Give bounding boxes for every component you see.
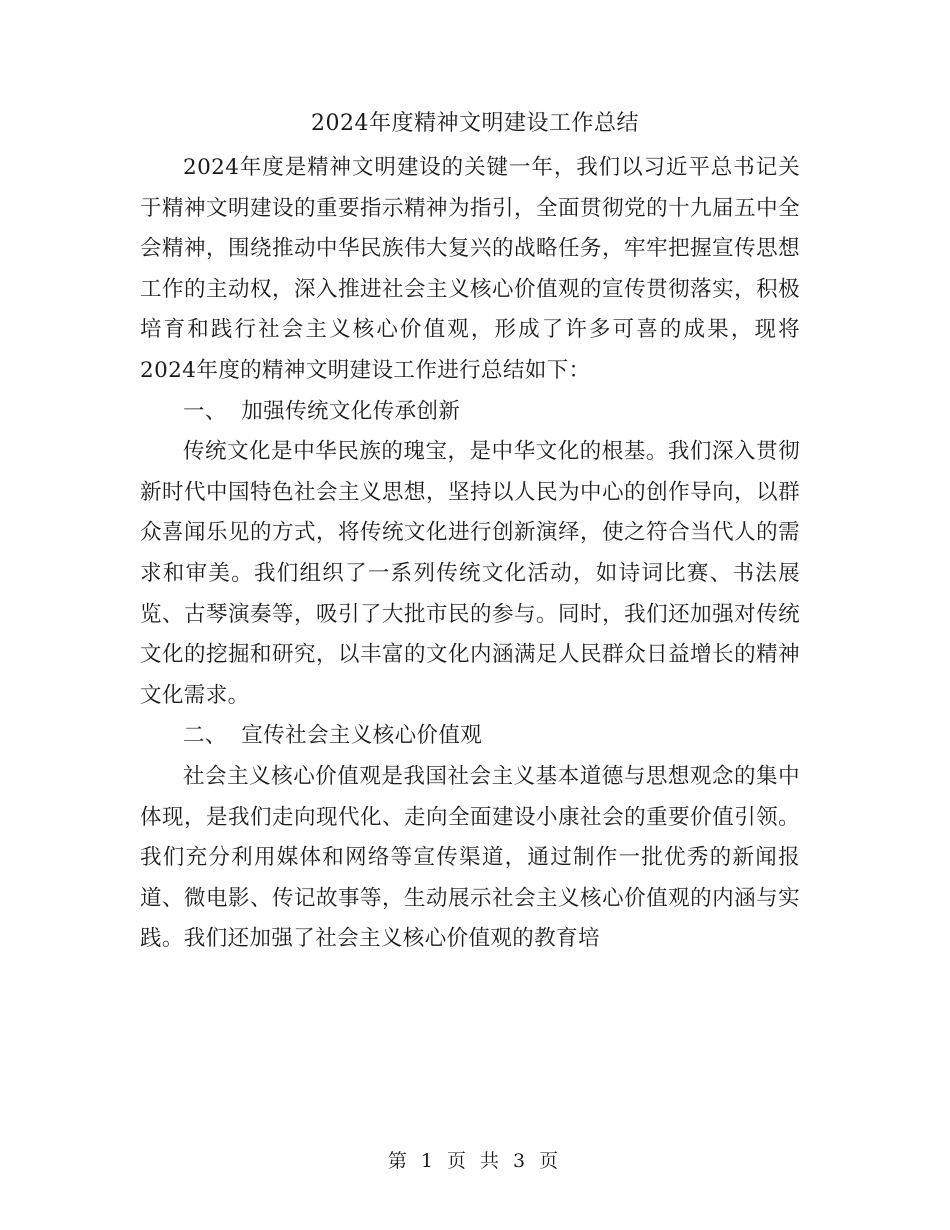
section-heading-2: 二、 宣传社会主义核心价值观 (183, 723, 483, 749)
page-number-footer: 第 1 页 共 3 页 (387, 1150, 563, 1172)
document-title: 2024年度精神文明建设工作总结 (311, 111, 639, 136)
intro-paragraph: 2024年度是精神文明建设的关键一年，我们以习近平总书记关于精神文明建设的重要指示精神为指引，全面贯彻党的十九届五中全会精神，围绕推动中华民族伟大复兴的战略任务，牢牢把握宣传思想工作的主动权，深入推进社会主义核心价值观的宣传贯彻落实，积极培育和践行社会主义核心价值观，形成了许多可喜的成果，现将2024年度的精神文明建设工作进行总结如下： (140, 155, 800, 383)
section-1-paragraph: 传统文化是中华民族的瑰宝，是中华文化的根基。我们深入贯彻新时代中国特色社会主义思想，坚持以人民为中心的创作导向，以群众喜闻乐见的方式，将传统文化进行创新演绎，使之符合当代人的需求和审美。我们组织了一系列传统文化活动，如诗词比赛、书法展览、古琴演奏等，吸引了大批市民的参与。同时，我们还加强对传统文化的挖掘和研究，以丰富的文化内涵满足人民群众日益增长的精神文化需求。 (140, 439, 800, 708)
section-2-paragraph: 社会主义核心价值观是我国社会主义基本道德与思想观念的集中体现，是我们走向现代化、走向全面建设小康社会的重要价值引领。我们充分利用媒体和网络等宣传渠道，通过制作一批优秀的新闻报道、微电影、传记故事等，生动展示社会主义核心价值观的内涵与实践。我们还加强了社会主义核心价值观的教育培 (140, 763, 800, 952)
document-body (140, 148, 800, 960)
section-heading-1: 一、 加强传统文化传承创新 (183, 398, 461, 424)
